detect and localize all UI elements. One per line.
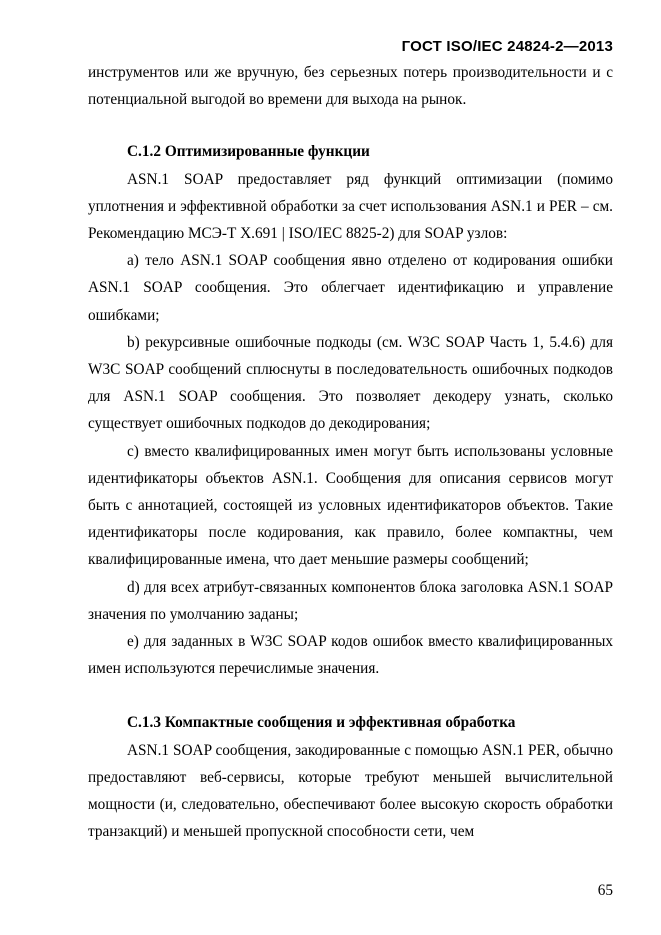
section-c12-item-b: b) рекурсивные ошибочные подкоды (см. W3C SOAP Часть 1, 5.4.6) для W3C SOAP сообщений сплюснуты в последовательность ошибочных подкодов для ASN.1 SOAP сообщения. Это позволяет декодеру узнать, сколько существует ошибочных подкодов до декодирования; xyxy=(88,333,614,433)
section-c13-paragraph: ASN.1 SOAP сообщения, закодированные с помощью ASN.1 PER, обычно предоставляют веб-сервисы, которые требуют меньшей вычислительной мощности (и, следовательно, обеспечивают более высокую скорость обработки транзакций) и меньшей пропускной способности сети, чем xyxy=(88,741,613,841)
section-c12-item-d: d) для всех атрибут-связанных компонентов блока заголовка ASN.1 SOAP значения по умолчанию заданы; xyxy=(88,578,613,623)
section-c12-item-e: e) для заданных в W3C SOAP кодов ошибок вместо квалифицированных имен используются перечислимые значения. xyxy=(88,633,613,678)
section-c12-item-c: c) вместо квалифицированных имен могут быть использованы условные идентификаторы объектов ASN.1. Сообщения для описания сервисов могут быть с аннотацией, состоящей из условных идентификаторов объектов. Такие идентификаторы после кодирования, как правило, более компактны, чем квалифицированные имена, что дает меньшие размеры сообщений; xyxy=(88,442,613,569)
intro-paragraph: инструментов или же вручную, без серьезных потерь производительности и с потенциальной выгодой во времени для выхода на рынок. xyxy=(88,64,613,109)
page-number: 65 xyxy=(597,882,613,899)
page-body xyxy=(88,59,613,845)
spacer xyxy=(88,682,613,709)
section-c12-heading: С.1.2 Оптимизированные функции xyxy=(127,143,370,161)
document-standard-header: ГОСТ ISO/IEC 24824-2—2013 xyxy=(401,38,613,55)
section-c12-item-a: a) тело ASN.1 SOAP сообщения явно отделено от кодирования ошибки ASN.1 SOAP сообщения. Это облегчает идентификацию и управление ошибками; xyxy=(88,252,613,324)
section-c12-paragraph-intro: ASN.1 SOAP предоставляет ряд функций оптимизации (помимо уплотнения и эффективной обработки за счет использования ASN.1 и PER – см. Рекомендацию МСЭ-Т X.691 | ISO/IEC 8825-2) для SOAP узлов: xyxy=(88,170,613,243)
section-c13-heading: С.1.3 Компактные сообщения и эффективная обработка xyxy=(127,714,516,732)
spacer xyxy=(88,113,613,138)
